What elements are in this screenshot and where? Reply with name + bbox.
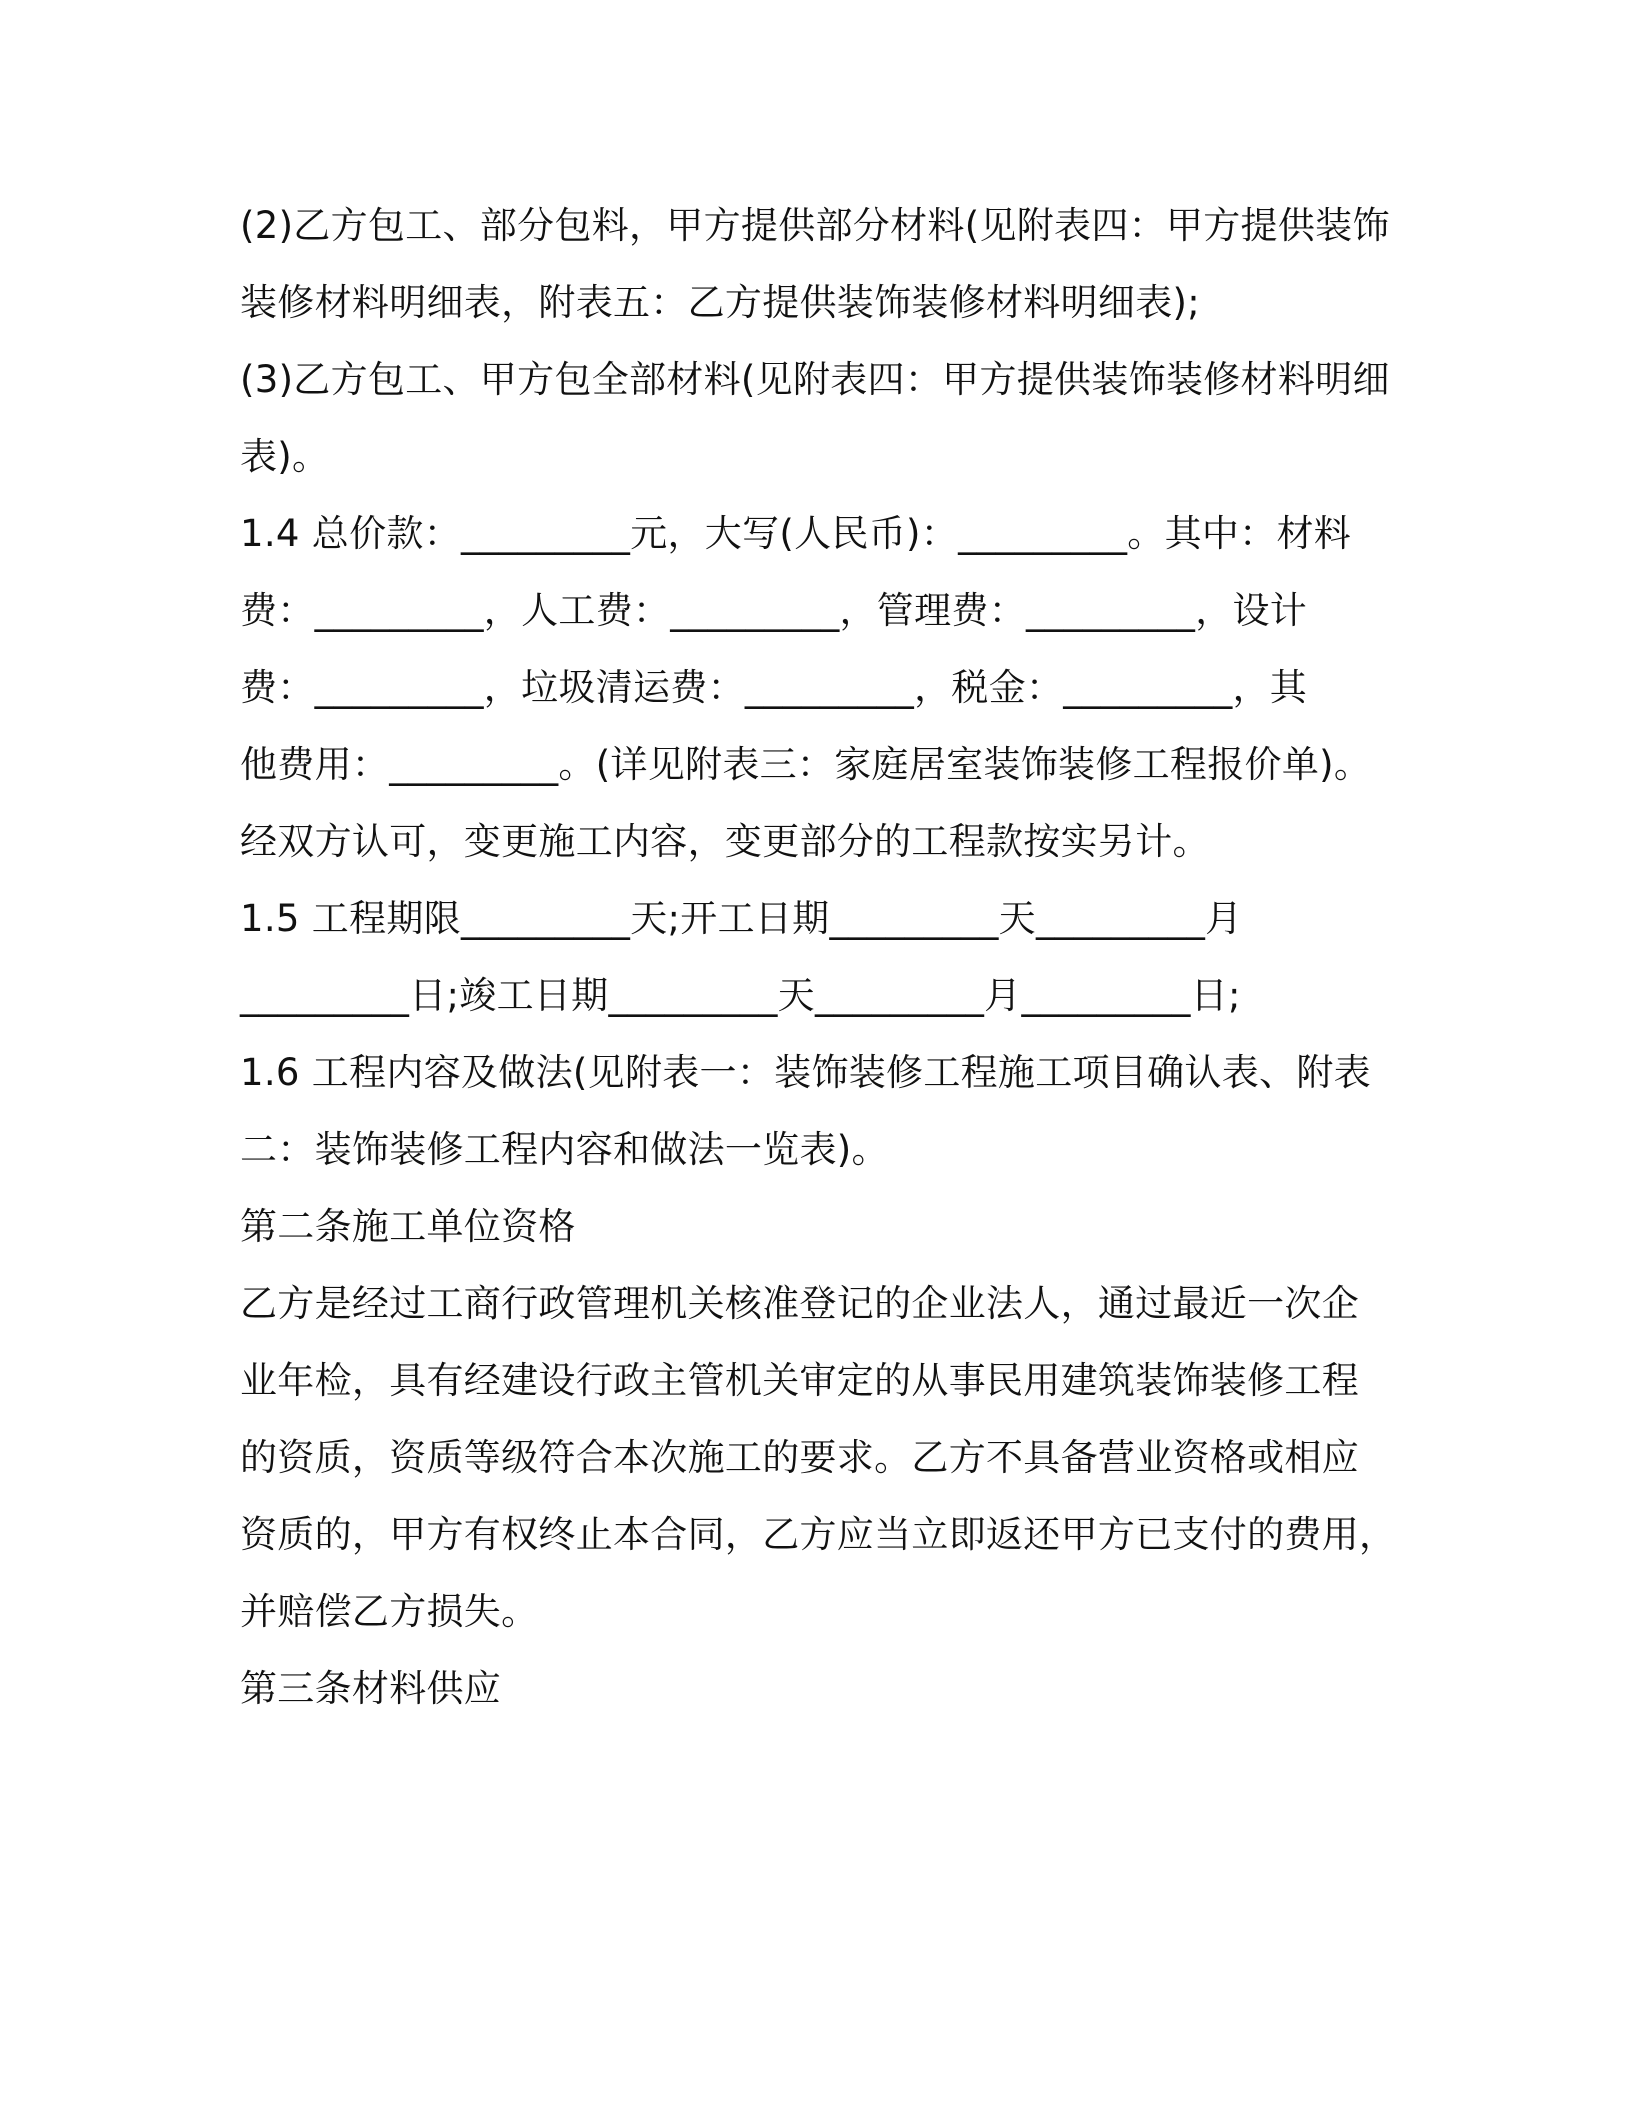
text-line: 经双方认可，变更施工内容，变更部分的工程款按实另计。	[240, 820, 1210, 863]
text-line: 业年检，具有经建设行政主管机关审定的从事民用建筑装饰装修工程	[240, 1359, 1359, 1402]
section-heading-article-2	[240, 1188, 1380, 1265]
clause-option-2	[240, 187, 1390, 341]
section-heading: 第二条施工单位资格	[240, 1205, 576, 1248]
text-line: 的资质，资质等级符合本次施工的要求。乙方不具备营业资格或相应	[240, 1436, 1359, 1479]
text-line: (2)乙方包工、部分包料，甲方提供部分材料(见附表四：甲方提供装饰	[240, 204, 1390, 247]
section-heading: 第三条材料供应	[240, 1667, 502, 1710]
text-line: _________日;竣工日期_________天_________月_________日;	[240, 974, 1241, 1017]
text-line: 1.4 总价款：_________元，大写(人民币)：_________。其中：材料	[240, 512, 1352, 555]
text-line: 费：_________，垃圾清运费：_________，税金：_________，其	[240, 666, 1308, 709]
text-line: 表)。	[240, 435, 330, 478]
clause-1-5-schedule	[240, 880, 1380, 1034]
text-line: 费：_________，人工费：_________，管理费：_________，设计	[240, 589, 1308, 632]
clause-qualification	[240, 1265, 1397, 1650]
clause-1-4-total-price	[240, 495, 1380, 880]
text-line: 他费用：_________。(详见附表三：家庭居室装饰装修工程报价单)。	[240, 743, 1372, 786]
text-line: 装修材料明细表，附表五：乙方提供装饰装修材料明细表);	[240, 281, 1200, 324]
text-line: 1.5 工程期限_________天;开工日期_________天_________月	[240, 897, 1243, 940]
clause-1-6-content	[240, 1034, 1380, 1188]
text-line: 资质的，甲方有权终止本合同，乙方应当立即返还甲方已支付的费用，	[240, 1513, 1397, 1556]
document-body	[240, 187, 1397, 1727]
text-line: 并赔偿乙方损失。	[240, 1590, 539, 1633]
section-heading-article-3	[240, 1650, 1380, 1727]
text-line: 1.6 工程内容及做法(见附表一：装饰装修工程施工项目确认表、附表	[240, 1051, 1371, 1094]
clause-option-3	[240, 341, 1390, 495]
text-line: (3)乙方包工、甲方包全部材料(见附表四：甲方提供装饰装修材料明细	[240, 358, 1390, 401]
text-line: 乙方是经过工商行政管理机关核准登记的企业法人，通过最近一次企	[240, 1282, 1359, 1325]
text-line: 二：装饰装修工程内容和做法一览表)。	[240, 1128, 889, 1171]
